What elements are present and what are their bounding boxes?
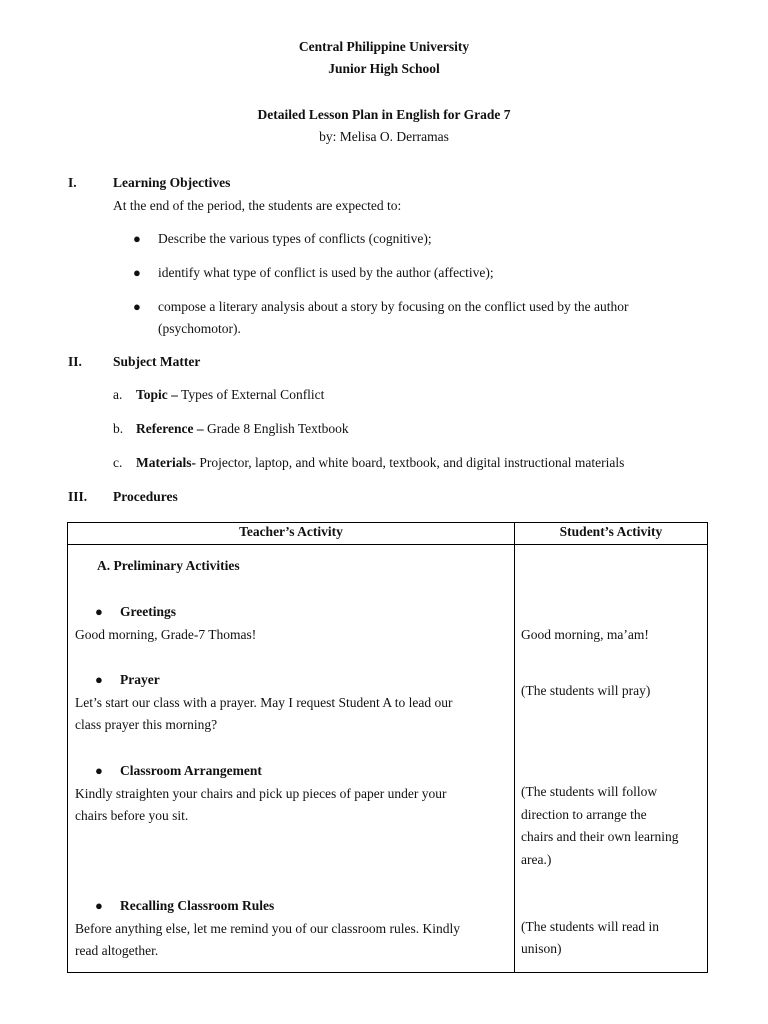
arrangement-student-text: (The students will follow bbox=[521, 784, 658, 799]
objectives-intro: At the end of the period, the students are expected to: bbox=[113, 198, 402, 213]
arrangement-teacher-text: Kindly straighten your chairs and pick up pieces of paper under your bbox=[75, 786, 447, 801]
rules-student-text: unison) bbox=[521, 941, 562, 956]
document-title: Detailed Lesson Plan in English for Grade 7 bbox=[257, 107, 511, 122]
bullet-icon: ● bbox=[95, 604, 103, 619]
subject-letter: c. bbox=[113, 455, 123, 470]
subject-letter: b. bbox=[113, 421, 124, 436]
column-header-student: Student’s Activity bbox=[515, 523, 708, 545]
bullet-icon: ● bbox=[133, 231, 141, 246]
prayer-teacher-text: class prayer this morning? bbox=[75, 717, 218, 732]
bullet-icon: ● bbox=[95, 763, 103, 778]
university-name: Central Philippine University bbox=[298, 39, 470, 54]
arrangement-student-text: direction to arrange the bbox=[521, 807, 647, 822]
section-numeral-3: III. bbox=[68, 489, 88, 504]
rules-heading: Recalling Classroom Rules bbox=[120, 898, 275, 913]
arrangement-student-text: area.) bbox=[521, 852, 552, 867]
arrangement-heading: Classroom Arrangement bbox=[120, 763, 262, 778]
document-author: by: Melisa O. Derramas bbox=[319, 129, 449, 144]
arrangement-teacher-text: chairs before you sit. bbox=[75, 808, 189, 823]
greetings-heading: Greetings bbox=[120, 604, 176, 619]
school-name: Junior High School bbox=[328, 61, 440, 76]
rules-teacher-text: read altogether. bbox=[75, 943, 159, 958]
bullet-icon: ● bbox=[133, 265, 141, 280]
subject-letter: a. bbox=[113, 387, 123, 402]
section-numeral-1: I. bbox=[68, 175, 77, 190]
greetings-teacher-text: Good morning, Grade-7 Thomas! bbox=[75, 627, 257, 642]
subject-item-materials bbox=[136, 455, 624, 471]
section-numeral-2: II. bbox=[68, 354, 82, 369]
preliminary-heading: A. Preliminary Activities bbox=[97, 558, 240, 573]
bullet-icon: ● bbox=[95, 898, 103, 913]
column-header-teacher: Teacher’s Activity bbox=[68, 523, 515, 545]
rules-teacher-text: Before anything else, let me remind you of our classroom rules. Kindly bbox=[75, 921, 461, 936]
table-row bbox=[68, 545, 708, 973]
greetings-student-text: Good morning, ma’am! bbox=[521, 627, 649, 642]
section-heading-objectives: Learning Objectives bbox=[113, 175, 231, 190]
prayer-student-text: (The students will pray) bbox=[521, 683, 651, 698]
subject-value: Projector, laptop, and white board, textbook, and digital instructional materials bbox=[195, 455, 625, 470]
subject-value: Types of External Conflict bbox=[177, 387, 325, 402]
procedures-table bbox=[67, 522, 708, 973]
subject-label: Topic – bbox=[136, 387, 178, 402]
subject-item-topic bbox=[136, 387, 324, 403]
subject-value: Grade 8 English Textbook bbox=[203, 421, 349, 436]
prayer-heading: Prayer bbox=[120, 672, 160, 687]
objective-item: Describe the various types of conflicts (cognitive); bbox=[158, 231, 432, 246]
subject-label: Reference – bbox=[136, 421, 204, 436]
objective-item: identify what type of conflict is used by the author (affective); bbox=[158, 265, 494, 280]
subject-label: Materials- bbox=[136, 455, 196, 470]
objective-item-continuation: (psychomotor). bbox=[158, 321, 241, 336]
prayer-teacher-text: Let’s start our class with a prayer. May I request Student A to lead our bbox=[75, 695, 453, 710]
bullet-icon: ● bbox=[95, 672, 103, 687]
teacher-activity-cell bbox=[68, 545, 515, 973]
subject-item-reference bbox=[136, 421, 349, 437]
student-activity-cell bbox=[515, 545, 708, 973]
rules-student-text: (The students will read in bbox=[521, 919, 659, 934]
arrangement-student-text: chairs and their own learning bbox=[521, 829, 679, 844]
section-heading-procedures: Procedures bbox=[113, 489, 178, 504]
bullet-icon: ● bbox=[133, 299, 141, 314]
table-header-row bbox=[68, 523, 708, 545]
section-heading-subject: Subject Matter bbox=[113, 354, 201, 369]
objective-item: compose a literary analysis about a story by focusing on the conflict used by the author bbox=[158, 299, 629, 314]
